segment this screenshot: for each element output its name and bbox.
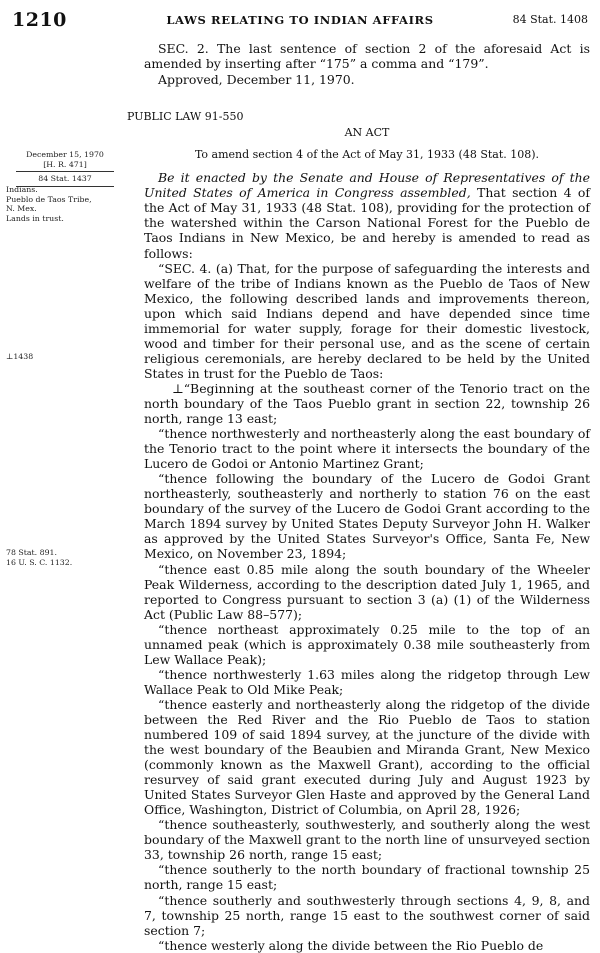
margin-topic: N. Mex. (6, 204, 37, 214)
margin-citation: 78 Stat. 891. (6, 548, 57, 557)
boundary-para: “thence northwesterly and northeasterly along the east boundary of the Tenorio tract to the point where it intersects the boundary of the Lucero de Godoi or Antonio Martinez Grant; (144, 426, 590, 472)
margin-citation: 16 U. S. C. 1132. (6, 557, 73, 567)
margin-citations (6, 548, 124, 567)
public-law-number: PUBLIC LAW 91-550 (127, 110, 244, 124)
enacting-clause-italic: Be it enacted by the Senate and House of Representatives of the United States of America in Congress assembled, (144, 170, 590, 201)
boundary-para: “thence southerly to the north boundary of fractional township 25 north, range 15 east; (144, 862, 590, 893)
boundary-para: ⊥“Beginning at the southeast corner of the Tenorio tract on the north boundary of the Taos Pueblo grant in section 22, township 26 north, range 13 east; (144, 380, 590, 427)
approved-line: Approved, December 11, 1970. (158, 72, 355, 88)
act-purpose: To amend section 4 of the Act of May 31, 1933 (48 Stat. 108). (194, 148, 540, 162)
margin-topics (6, 185, 124, 223)
margin-page-ref: ⊥1438 (6, 352, 34, 361)
boundary-para: “thence northeast approximately 0.25 mile to the top of an unnamed peak (which is approximately 0.38 mile southeasterly from Lew Wallace Peak); (144, 621, 590, 667)
boundary-para: “thence easterly and northeasterly along the ridgetop of the divide between the Red River and the Rio Pueblo de Taos to station numbered 109 of said 1894 survey, at the juncture of the divide with the west boundary of the Beaubien and Miranda Grant, New Mexico (commonly known as the Maxwell Grant), according to the official resurvey of said grant executed during July and August 1923 by United States Surveyor Glen Haste and approved by the General Land Office, Washington, District of Columbia, on April 28, 1926; (144, 696, 590, 818)
boundary-para: “thence following the boundary of the Lucero de Godoi Grant northeasterly, southeasterly and northerly to station 76 on the east boundary of the survey of the Lucero de Godoi Grant according to the March 1894 survey by United States Deputy Surveyor John H. Walker as approved by the United States Surveyor's Office, Santa Fe, New Mexico, on November 23, 1894; (144, 471, 590, 562)
section-4-intro: “SEC. 4. (a) That, for the purpose of safeguarding the interests and welfare of the tribe of Indians known as the Pueblo de Taos of New Mexico, the following described lands and improvements thereon, upon which said Indians depend and have depended since time immemorial for water supply, forage for their domestic livestock, wood and timber for their personal use, and as the scene of certain religious ceremonials, are hereby declared to be held by the United States in trust for the Pueblo de Taos: (144, 260, 590, 381)
margin-date: December 15, 1970 (26, 150, 104, 159)
running-title: LAWS RELATING TO INDIAN AFFAIRS (166, 13, 434, 27)
margin-stat: 84 Stat. 1437 (38, 174, 92, 184)
margin-divider (16, 171, 114, 172)
page-header (12, 9, 588, 31)
boundary-para: “thence northwesterly 1.63 miles along the ridgetop through Lew Wallace Peak to Old Mike Peak; (144, 666, 590, 697)
page-number: 1210 (12, 9, 67, 31)
margin-topic: Lands in trust. (6, 213, 64, 223)
act-heading: AN ACT (344, 126, 390, 140)
prev-section-2: SEC. 2. The last sentence of section 2 of the aforesaid Act is amended by inserting after “175” a comma and “179”. (144, 41, 590, 72)
enacting-clause (144, 170, 590, 260)
boundary-para: “thence southeasterly, southwesterly, and southerly along the west boundary of the Maxwell grant to the north line of unsurveyed section 33, township 26 north, range 15 east; (144, 817, 590, 863)
margin-topic: Indians. (6, 185, 38, 194)
margin-note-enactment (6, 150, 124, 189)
boundary-para: “thence southerly and southwesterly through sections 4, 9, 8, and 7, township 25 north, range 15 east to the southwest corner of said section 7; (144, 892, 590, 938)
margin-topic: Pueblo de Taos Tribe, (6, 194, 92, 204)
boundary-para: “thence westerly along the divide between the Rio Pueblo de (158, 937, 544, 953)
main-text (127, 41, 590, 953)
enacting-clause-rest: That section 4 of the Act of May 31, 1933 (48 Stat. 108), providing for the protection of the watershed within the Carson National Forest for the Pueblo de Taos Indians in New Mexico, be and hereby is amended to read as follows: (144, 185, 590, 261)
header-stat-citation: 84 Stat. 1408 (512, 13, 588, 26)
margin-bill-number: [H. R. 471] (43, 159, 87, 169)
boundary-para: “thence east 0.85 mile along the south boundary of the Wheeler Peak Wilderness, according to the description dated July 1, 1965, and reported to Congress pursuant to section 3 (a) (1) of the Wilderness Act (Public Law 88–577); (144, 561, 590, 622)
